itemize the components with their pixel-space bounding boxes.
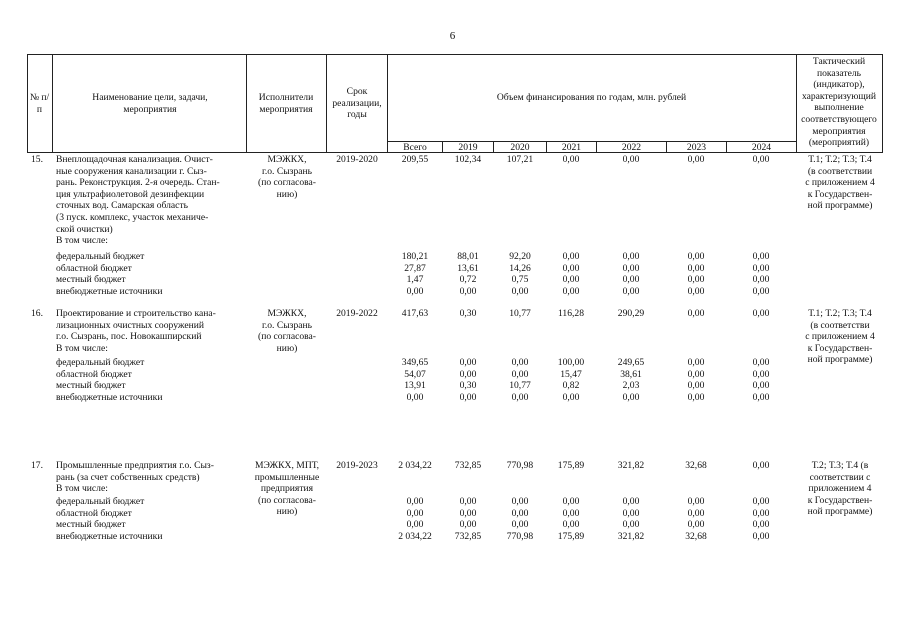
row-total-value: 321,82 [617, 460, 645, 471]
row-name-line: лизационных очистных сооружений [56, 319, 205, 331]
header-year-2024: 2024 [751, 142, 772, 153]
row-term: 2019-2020 [336, 154, 378, 165]
row-term: 2019-2023 [336, 460, 378, 471]
subrow-value: 0,00 [459, 519, 477, 531]
subrow-value: 54,07 [404, 368, 426, 380]
subrow-label: местный бюджет [56, 274, 126, 286]
header-year-2022: 2022 [621, 142, 642, 153]
row-term: 2019-2022 [336, 308, 378, 319]
subrow-value: 32,68 [685, 530, 707, 542]
subrow-value: 0,00 [459, 391, 477, 403]
subrow-value: 0,00 [687, 519, 705, 531]
subrow-value: 0,00 [752, 380, 770, 392]
row-indicator-line: к Государствен- [807, 188, 873, 200]
row-total-value: 209,55 [401, 154, 429, 165]
row-indicator-line: с приложением 4 [805, 331, 875, 343]
row-total-value: 0,00 [562, 154, 580, 165]
subrow-value: 0,00 [406, 507, 424, 519]
row-executor-line: (по согласова- [258, 177, 316, 189]
row-indicator-line: Т.1; Т.2; Т.3; Т.4 [808, 154, 872, 165]
row-executor-line: г.о. Сызрань [261, 319, 313, 331]
row-total-value: 107,21 [506, 154, 534, 165]
subrow-value: 0,00 [687, 285, 705, 297]
header-col-num: № п/п [29, 92, 50, 115]
subrow-value: 0,00 [562, 391, 580, 403]
row-name-line: В том числе: [56, 235, 108, 247]
subrow-value: 0,00 [752, 368, 770, 380]
subrow-value: 0,00 [622, 251, 640, 262]
row-indicator-line: ной программе) [807, 506, 873, 518]
row-name-line: ской очистки) [56, 223, 113, 235]
row-total-value: 0,30 [459, 308, 477, 319]
subrow-value: 0,00 [511, 357, 529, 368]
subrow-value: 0,00 [687, 391, 705, 403]
subrow-value: 0,00 [459, 368, 477, 380]
header-col-exec: Исполнители мероприятия [258, 92, 314, 115]
row-total-value: 0,00 [752, 308, 770, 319]
subrow-value: 0,00 [687, 380, 705, 392]
subrow-value: 0,00 [752, 519, 770, 531]
subrow-value: 100,00 [557, 357, 585, 368]
col-divider-name [246, 54, 247, 153]
subrow-value: 249,65 [617, 357, 645, 368]
subrow-value: 0,00 [406, 391, 424, 403]
row-name-line: г.о. Сызрань, пос. Новокашпирский [56, 331, 202, 343]
row-name-line: В том числе: [56, 342, 108, 354]
subrow-value: 0,00 [687, 357, 705, 368]
row-name-line: сточных вод. Самарская область [56, 200, 189, 212]
row-name-line: Промышленные предприятия г.о. Сыз- [56, 460, 214, 471]
header-col-funding: Объем финансирования по годам, млн. рублей [496, 92, 687, 103]
subrow-value: 0,00 [459, 357, 477, 368]
row-total-value: 32,68 [685, 460, 707, 471]
row-name-line: Проектирование и строительство кана- [56, 308, 216, 319]
subrow-value: 0,00 [622, 496, 640, 507]
subrow-value: 38,61 [620, 368, 642, 380]
subrow-label: местный бюджет [56, 519, 126, 531]
subrow-value: 0,00 [511, 391, 529, 403]
subrow-value: 0,72 [459, 274, 477, 286]
subrow-value: 0,00 [752, 285, 770, 297]
subrow-value: 14,26 [509, 262, 531, 274]
row-indicator-line: ной программе) [807, 354, 873, 366]
subrow-value: 0,00 [622, 391, 640, 403]
subrow-value: 0,00 [511, 519, 529, 531]
header-total: Всего [403, 142, 427, 153]
row-total-value: 732,85 [454, 460, 482, 471]
row-name-line: рань (за счет собственных средств) [56, 471, 200, 483]
row-total-value: 2 034,22 [398, 460, 432, 471]
subrow-value: 0,00 [687, 274, 705, 286]
subrow-value: 88,01 [457, 251, 479, 262]
subrow-label: местный бюджет [56, 380, 126, 392]
row-indicator-line: Т.1; Т.2; Т.3; Т.4 [808, 308, 872, 319]
subrow-value: 0,00 [687, 368, 705, 380]
row-executor-line: МЭЖКХ, [267, 308, 307, 319]
table-right-border [882, 54, 883, 153]
subrow-value: 0,00 [752, 274, 770, 286]
subrow-value: 180,21 [401, 251, 429, 262]
subrow-label: федеральный бюджет [56, 496, 145, 507]
subrow-label: областной бюджет [56, 507, 132, 519]
subrow-value: 0,00 [622, 274, 640, 286]
row-executor-line: МЭЖКХ, [267, 154, 307, 165]
subrow-value: 175,89 [557, 530, 585, 542]
subrow-value: 2,03 [622, 380, 640, 392]
row-number: 16. [31, 308, 43, 319]
subrow-value: 0,00 [406, 496, 424, 507]
row-total-value: 10,77 [509, 308, 531, 319]
row-total-value: 102,34 [454, 154, 482, 165]
subrow-value: 0,30 [459, 380, 477, 392]
subrow-value: 2 034,22 [398, 530, 432, 542]
row-name-line: В том числе: [56, 483, 108, 495]
subrow-value: 0,00 [622, 285, 640, 297]
subrow-value: 0,00 [459, 507, 477, 519]
row-number: 17. [31, 460, 43, 471]
subrow-value: 0,00 [687, 496, 705, 507]
subrow-value: 0,00 [511, 368, 529, 380]
row-executor-line: г.о. Сызрань [261, 165, 313, 177]
row-total-value: 0,00 [752, 154, 770, 165]
subrow-value: 770,98 [506, 530, 534, 542]
row-executor-line: нию) [276, 188, 298, 200]
subrow-value: 0,00 [752, 496, 770, 507]
subrow-value: 0,00 [752, 391, 770, 403]
row-indicator-line: с приложением 4 [805, 177, 875, 189]
row-total-value: 175,89 [557, 460, 585, 471]
row-executor-line: промышленные [254, 471, 320, 483]
row-name-line: ция ультрафиолетовой дезинфекции [56, 188, 205, 200]
row-executor-line: (по согласова- [258, 494, 316, 506]
subrow-value: 0,00 [406, 285, 424, 297]
table-top-border [27, 54, 882, 55]
row-number: 15. [31, 154, 43, 165]
subrow-label: внебюджетные источники [56, 285, 163, 297]
row-indicator-line: приложением 4 [808, 483, 872, 495]
subrow-value: 0,00 [687, 507, 705, 519]
header-year-2020: 2020 [510, 142, 530, 153]
row-name-line: ные сооружения канализации г. Сыз- [56, 165, 207, 177]
subrow-label: внебюджетные источники [56, 530, 163, 542]
subrow-value: 0,00 [511, 507, 529, 519]
subrow-value: 349,65 [401, 357, 429, 368]
row-total-value: 116,28 [557, 308, 585, 319]
row-total-value: 417,63 [401, 308, 429, 319]
subrow-value: 0,00 [511, 496, 529, 507]
subrow-value: 321,82 [617, 530, 645, 542]
row-total-value: 290,29 [617, 308, 645, 319]
subrow-value: 0,00 [622, 507, 640, 519]
subrow-value: 0,00 [622, 519, 640, 531]
row-executor-line: (по согласова- [258, 331, 316, 343]
row-total-value: 0,00 [622, 154, 640, 165]
subrow-value: 27,87 [404, 262, 426, 274]
row-indicator-line: (в соответстви [810, 319, 870, 331]
header-col-term: Срок реализации, годы [332, 86, 382, 121]
subrow-value: 0,00 [752, 251, 770, 262]
subrow-value: 0,00 [562, 507, 580, 519]
subrow-value: 732,85 [454, 530, 482, 542]
subrow-value: 10,77 [509, 380, 531, 392]
subrow-value: 0,82 [562, 380, 580, 392]
subrow-label: федеральный бюджет [56, 251, 145, 262]
row-executor-line: нию) [276, 342, 298, 354]
row-total-value: 0,00 [752, 460, 770, 471]
subrow-value: 0,00 [459, 496, 477, 507]
row-name-line: рань. Реконструкция. 2-я очередь. Стан- [56, 177, 220, 189]
subrow-value: 0,00 [562, 251, 580, 262]
subrow-value: 0,00 [459, 285, 477, 297]
header-col-name: Наименование цели, задачи, мероприятия [92, 92, 208, 115]
header-col-indicator: Тактический показатель (индикатор), характеризующий выполнение соответствующего мероприятия (мероприятий) [801, 56, 877, 149]
subrow-value: 92,20 [509, 251, 531, 262]
header-year-2023: 2023 [686, 142, 707, 153]
row-indicator-line: ной программе) [807, 200, 873, 212]
row-executor-line: предприятия [260, 483, 314, 495]
subrow-value: 0,00 [562, 274, 580, 286]
row-indicator-line: Т.2; Т.3; Т.4 (в [811, 460, 869, 471]
subrow-value: 0,00 [752, 357, 770, 368]
subrow-value: 13,91 [404, 380, 426, 392]
subrow-label: областной бюджет [56, 368, 132, 380]
subrow-value: 0,00 [562, 496, 580, 507]
row-indicator-line: (в соответствии [807, 165, 873, 177]
subrow-label: федеральный бюджет [56, 357, 145, 368]
subrow-value: 0,00 [752, 530, 770, 542]
row-indicator-line: к Государствен- [807, 342, 873, 354]
row-name-line: Внеплощадочная канализация. Очист- [56, 154, 213, 165]
table-left-border [27, 54, 28, 153]
subrow-value: 13,61 [457, 262, 479, 274]
page-number: 6 [449, 30, 456, 42]
row-indicator-line: соответствии с [809, 471, 871, 483]
subrow-value: 0,00 [622, 262, 640, 274]
subrow-value: 15,47 [560, 368, 582, 380]
subrow-value: 1,47 [406, 274, 424, 286]
header-year-2019: 2019 [458, 142, 478, 153]
row-executor-line: МЭЖКХ, МПТ, [254, 460, 320, 471]
subrow-value: 0,00 [687, 251, 705, 262]
subrow-value: 0,00 [687, 262, 705, 274]
subrow-value: 0,00 [562, 519, 580, 531]
col-divider-num [52, 54, 53, 153]
col-divider-indicator [796, 54, 797, 153]
row-indicator-line: к Государствен- [807, 494, 873, 506]
row-executor-line: нию) [276, 506, 298, 518]
col-divider-term [387, 54, 388, 153]
row-total-value: 0,00 [687, 154, 705, 165]
subrow-value: 0,00 [562, 262, 580, 274]
col-divider-exec [326, 54, 327, 153]
row-name-line: (3 пуск. комплекс, участок механиче- [56, 212, 209, 223]
header-year-2021: 2021 [561, 142, 582, 153]
subrow-value: 0,00 [511, 285, 529, 297]
subrow-label: внебюджетные источники [56, 391, 163, 403]
subrow-label: областной бюджет [56, 262, 132, 274]
subrow-value: 0,00 [752, 507, 770, 519]
subrow-value: 0,00 [562, 285, 580, 297]
row-total-value: 0,00 [687, 308, 705, 319]
row-total-value: 770,98 [506, 460, 534, 471]
subrow-value: 0,00 [406, 519, 424, 531]
subrow-value: 0,00 [752, 262, 770, 274]
subrow-value: 0,75 [511, 274, 529, 286]
